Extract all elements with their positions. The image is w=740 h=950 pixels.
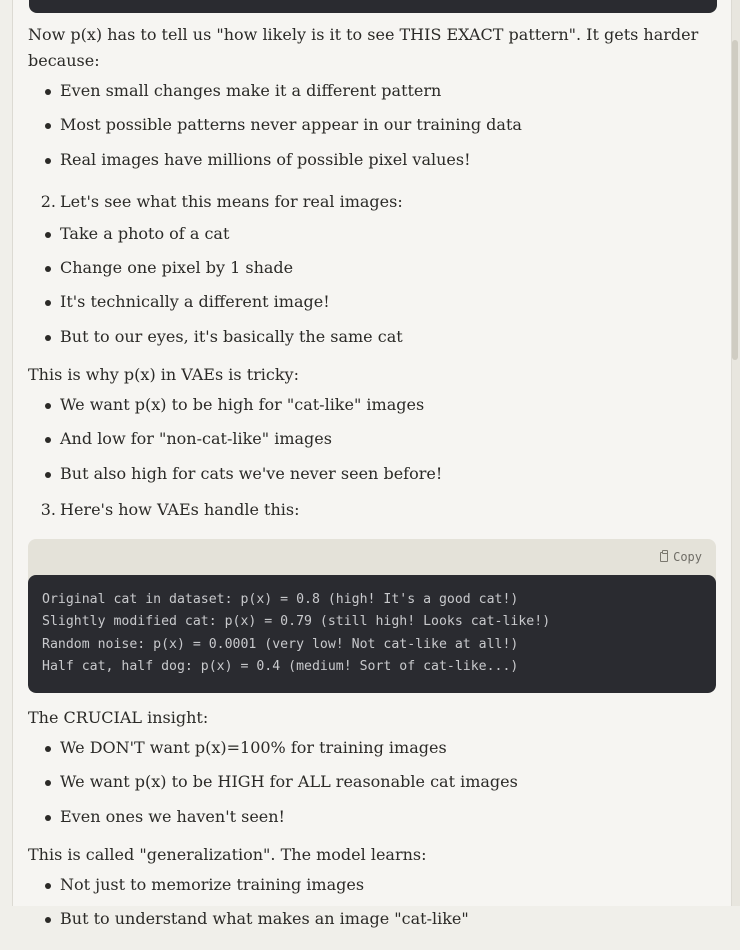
list-item: We DON'T want p(x)=100% for training images (28, 737, 718, 771)
bullet-dot (45, 266, 51, 272)
list-item: Even ones we haven't seen! (28, 806, 718, 840)
code-line: Slightly modified cat: p(x) = 0.79 (still high! Looks cat-like!) (42, 614, 551, 630)
list-item: Even small changes make it a different pattern (28, 80, 718, 114)
code-line: Original cat in dataset: p(x) = 0.8 (high! It's a good cat!) (42, 591, 519, 607)
code-block (28, 539, 716, 693)
scrollbar-thumb[interactable] (732, 40, 738, 360)
list-item: But also high for cats we've never seen before! (28, 463, 718, 497)
tricky-bullet-list (28, 394, 718, 497)
tricky-paragraph: This is why p(x) in VAEs is tricky: (28, 365, 299, 385)
bullet-dot (45, 883, 51, 889)
list-item: Most possible patterns never appear in our training data (28, 114, 718, 148)
code-line: Random noise: p(x) = 0.0001 (very low! Not cat-like at all!) (42, 636, 519, 652)
copy-button-label: Copy (673, 549, 702, 564)
item-number: 2. (40, 191, 56, 211)
bullet-dot (45, 123, 51, 129)
generalization-bullet-list (28, 874, 718, 943)
crucial-bullet-list (28, 737, 718, 840)
bullet-dot (45, 403, 51, 409)
previous-code-block-end (29, 0, 717, 13)
list-item: And low for "non-cat-like" images (28, 428, 718, 462)
numbered-item-text: Let's see what this means for real images: (60, 191, 403, 211)
code-line: Half cat, half dog: p(x) = 0.4 (medium! Sort of cat-like...) (42, 659, 519, 675)
bullet-dot (45, 815, 51, 821)
copy-button[interactable] (660, 549, 702, 565)
bullet-dot (45, 89, 51, 95)
crucial-paragraph: The CRUCIAL insight: (28, 707, 209, 727)
bullet-dot (45, 746, 51, 752)
step2-bullet-list (28, 223, 718, 360)
bullet-dot (45, 917, 51, 923)
list-item: We want p(x) to be high for "cat-like" images (28, 394, 718, 428)
list-item: Take a photo of a cat (28, 223, 718, 257)
intro-bullet-list (28, 80, 718, 183)
numbered-item-3 (28, 499, 718, 529)
numbered-item-2 (28, 191, 718, 221)
list-item: But to our eyes, it's basically the same cat (28, 326, 718, 360)
message-content (28, 22, 718, 950)
bullet-dot (45, 780, 51, 786)
bullet-dot (45, 300, 51, 306)
generalization-paragraph: This is called "generalization". The model learns: (28, 844, 427, 864)
list-item: Real images have millions of possible pixel values! (28, 149, 718, 183)
clipboard-icon (660, 552, 668, 562)
bullet-dot (45, 437, 51, 443)
list-item: Not just to memorize training images (28, 874, 718, 908)
bullet-dot (45, 158, 51, 164)
message-card (12, 0, 732, 929)
code-content[interactable] (28, 575, 716, 693)
bullet-dot (45, 472, 51, 478)
list-item: It's technically a different image! (28, 291, 718, 325)
numbered-item-text: Here's how VAEs handle this: (60, 499, 300, 519)
list-item: Change one pixel by 1 shade (28, 257, 718, 291)
intro-paragraph: Now p(x) has to tell us "how likely is it to see THIS EXACT pattern". It gets harder because: (28, 25, 699, 70)
code-block-header (28, 539, 716, 575)
bullet-dot (45, 232, 51, 238)
bullet-dot (45, 335, 51, 341)
list-item: But to understand what makes an image "cat-like" (28, 908, 718, 942)
item-number: 3. (40, 499, 56, 519)
list-item: We want p(x) to be HIGH for ALL reasonable cat images (28, 771, 718, 805)
